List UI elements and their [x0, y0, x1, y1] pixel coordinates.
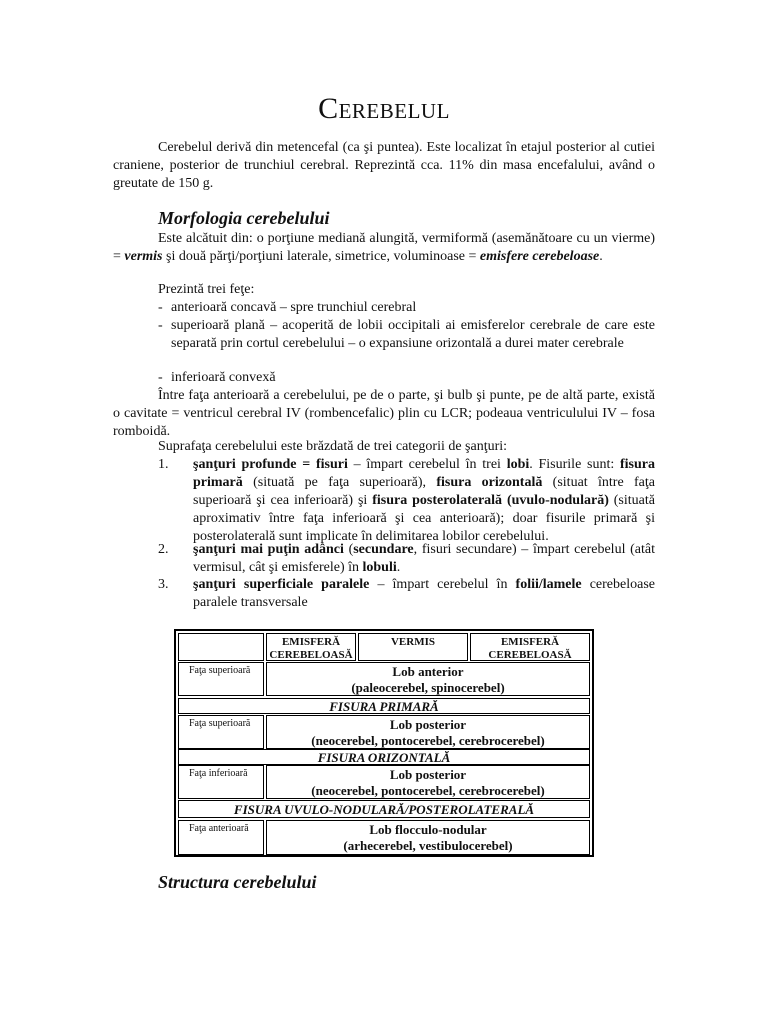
- table-row-lob: Lob posterior (neocerebel, pontocerebel, cerebrocerebel): [266, 765, 590, 799]
- table-row-label: Faţa anterioară: [178, 820, 264, 855]
- morfologia-paragraph-2: Între faţa anterioară a cerebelului, pe de o parte, şi bulb şi punte, pe de altă parte, există o cavitate = ventricul cerebral IV (rombencefalic) plin cu LCR; podeaua ventriculului IV – fosa romboidă.: [113, 388, 655, 439]
- groove-item-2: 2. şanţuri mai puţin adânci (secundare, fisuri secundare) – împart cerebelul (atât vermisul, cât şi emisferele) în lobuli.: [158, 542, 655, 575]
- face-item: - inferioară convexă: [158, 370, 276, 385]
- section-heading-structura: Structura cerebelului: [158, 872, 317, 892]
- cerebellum-lobes-table: [174, 629, 594, 857]
- table-header-empty: [178, 633, 264, 661]
- table-row-lob: Lob posterior (neocerebel, pontocerebel, cerebrocerebel): [266, 715, 590, 749]
- table-fissure-row: FISURA ORIZONTALĂ: [178, 749, 590, 765]
- table-row-lob: Lob flocculo-nodular (arhecerebel, vestibulocerebel): [266, 820, 590, 855]
- table-row-label: Faţa inferioară: [178, 765, 264, 799]
- face-item: - superioară plană – acoperită de lobii occipitali ai emisferelor cerebrale de care este separată prin cortul cerebelului – o expansiune orizontală a durei mater cerebrale: [158, 318, 655, 351]
- groove-item-1: 1. şanţuri profunde = fisuri – împart cerebelul în trei lobi. Fisurile sunt: fisura primară (situată pe faţa superioară), fisura orizontală (situat între faţa superioară şi cea inferioară) şi fisura posterolaterală (uvulo-nodulară) (situată aproximativ între faţa inferioară şi cea anterioară); doar fisurile primară şi posterolaterală sunt implicate în delimitarea lobilor cerebelului.: [158, 457, 655, 544]
- table-row-label: Faţa superioară: [178, 715, 264, 749]
- section-heading-morfologia: Morfologia cerebelului: [158, 208, 330, 228]
- face-item: - anterioară concavă – spre trunchiul cerebral: [158, 300, 417, 315]
- table-row-label: Faţa superioară: [178, 662, 264, 696]
- page-title: CEREBELUL: [318, 92, 450, 125]
- table-fissure-row: FISURA UVULO-NODULARĂ/POSTEROLATERALĂ: [178, 800, 590, 818]
- table-header: VERMIS: [358, 633, 468, 661]
- table-header: EMISFERĂ CEREBELOASĂ: [266, 633, 356, 661]
- groove-item-3: 3. şanţuri superficiale paralele – împart cerebelul în folii/lamele cerebeloase paralele transversale: [158, 577, 655, 610]
- table-fissure-row: FISURA PRIMARĂ: [178, 698, 590, 714]
- morfologia-paragraph-1: Este alcătuit din: o porţiune mediană alungită, vermiformă (asemănătoare cu un vierme) = vermis şi două părţi/porţiuni laterale, simetrice, voluminoase = emisfere cerebeloase.: [113, 231, 655, 264]
- grooves-intro: Suprafaţa cerebelului este brăzdată de trei categorii de şanţuri:: [158, 439, 508, 454]
- table-row-lob: Lob anterior (paleocerebel, spinocerebel): [266, 662, 590, 696]
- intro-paragraph: Cerebelul derivă din metencefal (ca şi puntea). Este localizat în etajul posterior al cutiei craniene, posterior de trunchiul cerebral. Reprezintă cca. 11% din masa encefalului, având o greutate de 150 g.: [113, 140, 655, 191]
- faces-intro: Prezintă trei feţe:: [158, 282, 255, 297]
- table-header: EMISFERĂ CEREBELOASĂ: [470, 633, 590, 661]
